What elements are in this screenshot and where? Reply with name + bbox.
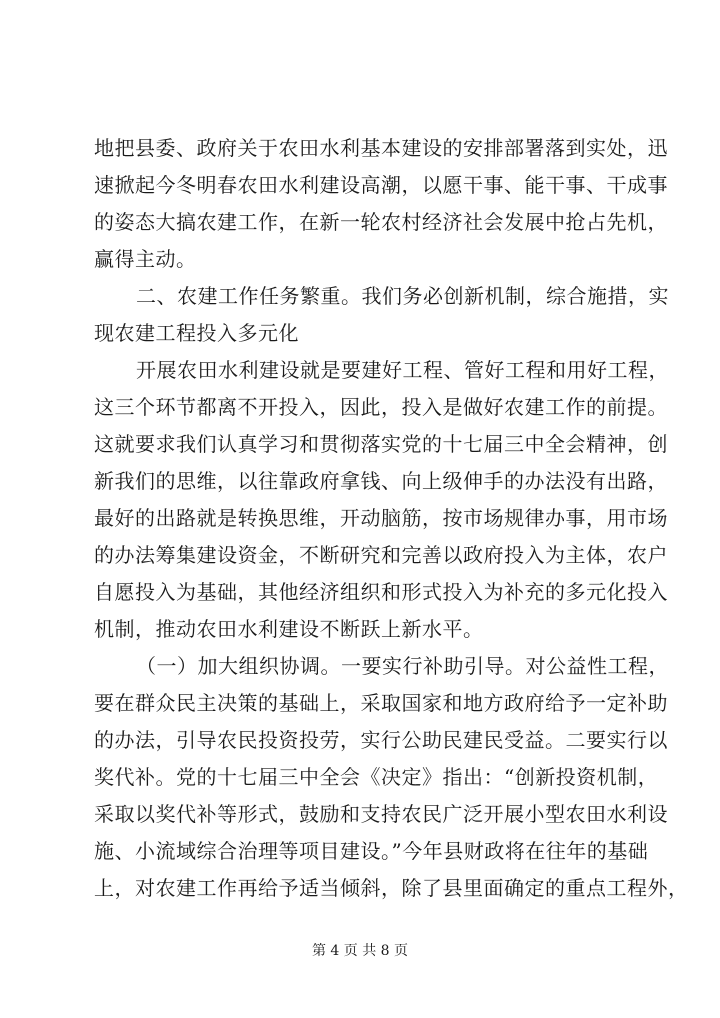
section-heading-2	[94, 278, 669, 352]
text-line: 二、农建工作任务繁重。我们务必创新机制，综合施措，实	[136, 284, 669, 308]
paragraph-coordination	[94, 648, 689, 907]
text-line: 采取以奖代补等形式，鼓励和支持农民广泛开展小型农田水利设	[94, 802, 668, 826]
paragraph-investment	[94, 352, 669, 648]
text-line: 的办法筹集建设资金，不断研究和完善以政府投入为主体，农户	[94, 543, 668, 567]
text-line: 机制，推动农田水利建设不断跃上新水平。	[94, 617, 484, 641]
text-line: 施、小流域综合治理等项目建设。”今年县财政将在往年的基础	[94, 839, 649, 863]
text-line: 的办法，引导农民投资投劳，实行公助民建民受益。二要实行以	[94, 728, 668, 752]
paragraph-continuation	[94, 130, 668, 278]
text-line: 开展农田水利建设就是要建好工程、管好工程和用好工程，	[136, 358, 669, 382]
page-number: 第 4 页 共 8 页	[311, 943, 409, 959]
text-line: 这就要求我们认真学习和贯彻落实党的十七届三中全会精神，创	[94, 432, 668, 456]
text-line: 赢得主动。	[94, 247, 197, 271]
text-line: （一）加大组织协调。一要实行补助引导。对公益性工程，	[136, 654, 669, 678]
text-line: 要在群众民主决策的基础上，采取国家和地方政府给予一定补助	[94, 691, 668, 715]
text-line: 上，对农建工作再给予适当倾斜，除了县里面确定的重点工程外，	[94, 876, 689, 900]
body-text	[94, 130, 689, 907]
text-line: 的姿态大搞农建工作，在新一轮农村经济社会发展中抢占先机，	[94, 210, 668, 234]
text-line: 最好的出路就是转换思维，开动脑筋，按市场规律办事，用市场	[94, 506, 668, 530]
text-line: 自愿投入为基础，其他经济组织和形式投入为补充的多元化投入	[94, 580, 668, 604]
text-line: 这三个环节都离不开投入，因此，投入是做好农建工作的前提。	[94, 395, 668, 419]
text-line: 奖代补。党的十七届三中全会《决定》指出：“创新投资机制，	[94, 765, 659, 789]
text-line: 速掀起今冬明春农田水利建设高潮，以愿干事、能干事、干成事	[94, 173, 668, 197]
text-line: 新我们的思维，以往靠政府拿钱、向上级伸手的办法没有出路，	[94, 469, 668, 493]
text-line: 地把县委、政府关于农田水利基本建设的安排部署落到实处，迅	[94, 136, 668, 160]
text-line: 现农建工程投入多元化	[94, 321, 299, 345]
